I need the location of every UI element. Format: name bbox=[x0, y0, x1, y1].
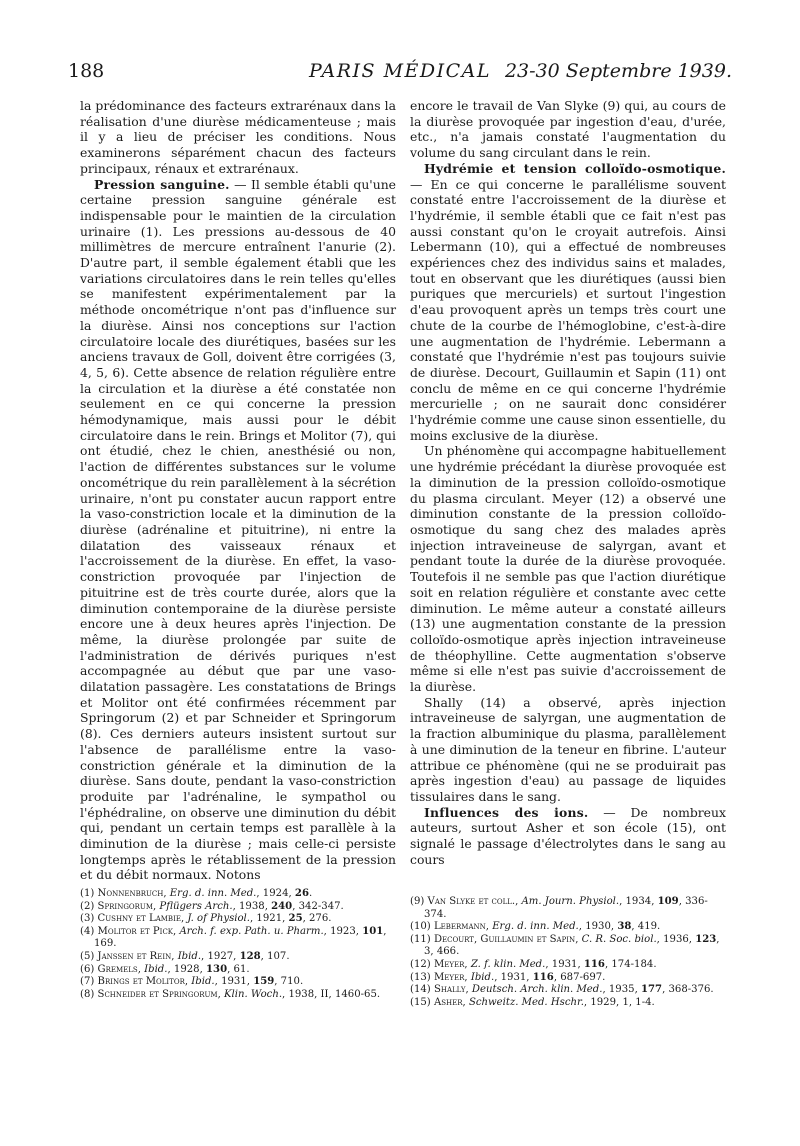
footnote-journal: Z. f. klin. Med. bbox=[470, 958, 546, 970]
footnote-year: 1923, bbox=[330, 925, 359, 937]
footnote-number: (12) bbox=[410, 958, 431, 970]
footnote: (8) Schneider et Springorum, Klin. Woch., 1938, II, 1460-65. bbox=[80, 988, 381, 1000]
footnote-journal: C. R. Soc. biol. bbox=[581, 933, 657, 945]
paragraph-text: — Il semble établi qu'une certaine pression sanguine générale est indispensable pour le maintien de la circulation urinaire (1). Les pressions au-dessous de 40 millimètres de mercure entraînent l'anurie (2). D'autre part, il semble également établi que les variations circulatoires dans le rein telles qu'elles se manifestent expérimentalement par la méthode oncométrique n'ont pas d'influence sur la diurèse. Ainsi nos conceptions sur l'action circulatoire locale des diurétiques, basées sur les anciens travaux de Goll, doivent être corrigées (3, 4, 5, 6). Cette absence de relation régulière entre la circulation et la diurèse a été constatée non seulement en ce qui concerne la pression hémodynamique, mais aussi pour le débit circulatoire dans le rein. Brings et Molitor (7), qui ont étudié, chez le chien, anesthésié ou non, l'action de différentes substances sur le volume oncométrique du rein parallèlement à la sécrétion urinaire, n'ont pu constater aucun rapport entre la vaso-constriction locale et la diminution de la diurèse (adrénaline et pituitrine), ni entre la dilatation des vaisseaux rénaux et l'accroissement de la diurèse. En effet, la vaso-constriction provoquée par l'injection de pituitrine est de très courte durée, alors que la diminution contemporaine de la diurèse persiste encore une à deux heures après l'injection. De même, la diurèse prolongée par suite de l'administration de dérivés puriques n'est accompagnée au début que par une vaso-dilatation passagère. Les constatations de Brings et Molitor ont été confirmées récemment par Springorum (2) et par Schneider et Springorum (8). Ces derniers auteurs insistent surtout sur l'absence de parallélisme entre la vaso-constriction générale et la diminution de la diurèse. Sans doute, pendant la vaso-constriction produite par l'adrénaline, le sympathol ou l'éphédraline, on observe une diminution du débit qui, pendant un certain temps est parallèle à la diminution de la diurèse ; mais celle-ci persiste longtemps après le rétablissement de la pression et du débit normaux. Notons bbox=[80, 176, 397, 883]
footnote-journal: J. of Physiol. bbox=[187, 913, 250, 925]
footnote-year: 1924, bbox=[262, 888, 292, 899]
footnote-author: Springorum bbox=[97, 900, 153, 912]
footnote-volume: 26 bbox=[294, 888, 309, 899]
footnote-number: (1) bbox=[80, 888, 95, 899]
footnote-number: (14) bbox=[410, 984, 431, 996]
journal-title: PARIS MÉDICAL bbox=[308, 60, 492, 82]
footnote: (7) Brings et Molitor, Ibid., 1931, 159, 710. bbox=[80, 976, 304, 988]
paragraph bbox=[80, 98, 396, 177]
footnote-number: (11) bbox=[410, 933, 431, 945]
footnote-author: Brings et Molitor bbox=[97, 976, 185, 988]
footnote: (9) Van Slyke et coll., Am. Journ. Physiol., 1934, 109, 336-374. bbox=[410, 896, 708, 920]
page-number: 188 bbox=[68, 60, 105, 82]
footnote: (1) Nonnenbruch, Erg. d. inn. Med., 1924, 26. bbox=[80, 888, 313, 899]
footnote-journal: Erg. d. inn. Med. bbox=[169, 888, 257, 899]
paragraph bbox=[410, 805, 726, 868]
section-heading: Influences des ions. bbox=[424, 804, 589, 820]
paragraph-text: Un phénomène qui accompagne habituellement une hydrémie précédant la diurèse provoquée est la diminution de la pression colloïdo-osmotique du plasma circulant. Meyer (12) a observé une diminution constante de la pression colloïdo-osmotique du sang chez des malades après injection intraveineuse de salyrgan, avant et pendant toute la durée de la diurèse provoquée. Toutefois il ne semble pas que l'action diurétique soit en relation régulière et constante avec cette diminution. Le même auteur a constaté ailleurs (13) une augmentation constante de la pression colloïdo-osmotique après injection intraveineuse de théophylline. Cette augmentation s'observe même si elle n'est pas suivie d'accroissement de la diurèse. bbox=[410, 443, 726, 695]
footnote-year: 1931, bbox=[221, 976, 250, 988]
footnote-number: (8) bbox=[80, 988, 95, 1000]
paragraph-text: — En ce qui concerne le parallélisme souvent constaté entre l'accroissement de la diurèse et l'hydrémie, il semble établi que ce fait n'est pas aussi constant qu'on le croyait autrefois. Ainsi Lebermann (10), qui a effectué de nombreuses expériences chez des individus sains et malades, tout en observant que les diurétiques (aussi bien puriques que mercuriels) et surtout l'ingestion d'eau provoquent après un temps très court une chute de la courbe de l'hémoglobine, c'est-à-dire une augmentation de l'hydrémie. Lebermann a constaté que l'hydrémie n'est pas toujours suivie de diurèse. Decourt, Guillaumin et Sapin (11) ont conclu de même en ce qui concerne l'hydrémie mercurielle ; on ne saurait donc considérer l'hydrémie comme une cause sinon essentielle, du moins exclusive de la diurèse. bbox=[410, 176, 726, 443]
footnote-number: (3) bbox=[80, 913, 95, 925]
footnote-pages: , 419. bbox=[631, 921, 661, 933]
footnote-year: 1929, bbox=[590, 996, 620, 1008]
footnote-pages: , 61. bbox=[227, 963, 250, 975]
section-heading: Hydrémie et tension colloïdo-osmotique. bbox=[424, 160, 726, 176]
page-header bbox=[68, 60, 732, 88]
paragraph-text: encore le travail de Van Slyke (9) qui, au cours de la diurèse provoquée par ingestion d'eau, d'urée, etc., n'a jamais constaté l'augmentation du volume du sang circulant dans le rein. bbox=[410, 98, 726, 161]
footnote-pages: , 336-374. bbox=[424, 896, 708, 920]
footnote-pages: , 276. bbox=[302, 913, 332, 925]
footnote: (3) Cushny et Lambie, J. of Physiol., 1921, 25, 276. bbox=[80, 913, 332, 925]
footnote-year: 1936, bbox=[663, 933, 692, 945]
footnote-volume: 25 bbox=[288, 913, 303, 925]
paragraph bbox=[410, 695, 726, 805]
footnote-journal: Schweitz. Med. Hschr. bbox=[468, 996, 584, 1008]
footnote-volume: 109 bbox=[657, 896, 679, 907]
footnotes-right bbox=[410, 896, 726, 1009]
footnote-pages: . bbox=[308, 888, 313, 899]
footnote: (6) Gremels, Ibid., 1928, 130, 61. bbox=[80, 963, 250, 975]
footnote-author: Nonnenbruch bbox=[97, 888, 164, 899]
footnote-number: (4) bbox=[80, 925, 95, 937]
footnote-journal: Erg. d. inn. Med. bbox=[492, 921, 579, 933]
paragraph bbox=[410, 443, 726, 694]
footnote-year: 1931, bbox=[551, 958, 581, 970]
footnote-year: 1938, II, bbox=[288, 988, 332, 1000]
left-column bbox=[80, 98, 396, 883]
footnote: (14) Shally, Deutsch. Arch. klin. Med., 1935, 177, 368-376. bbox=[410, 984, 714, 996]
footnote: (12) Meyer, Z. f. klin. Med., 1931, 116, 174-184. bbox=[410, 958, 657, 970]
paragraph bbox=[80, 177, 396, 884]
issue-date: 23-30 Septembre 1939. bbox=[504, 60, 732, 82]
footnote-number: (2) bbox=[80, 900, 95, 912]
footnote-journal: Deutsch. Arch. klin. Med. bbox=[471, 984, 603, 996]
footnote-journal: Ibid. bbox=[144, 963, 168, 975]
footnote-author: Lebermann bbox=[433, 921, 486, 933]
footnote-pages: , 687-697. bbox=[553, 971, 606, 983]
footnote-number: (13) bbox=[410, 971, 431, 983]
footnote-year: 1930, bbox=[585, 921, 615, 933]
paragraph-text: la prédominance des facteurs extrarénaux dans la réalisation d'une diurèse médicamenteuse ; mais il y a lieu de préciser les conditions. Nous examinerons séparément chacun des facteurs principaux, rénaux et extrarénaux. bbox=[80, 98, 396, 176]
footnote-number: (5) bbox=[80, 950, 95, 962]
footnotes-left bbox=[80, 888, 396, 1001]
paragraph bbox=[410, 161, 726, 444]
footnote-year: 1935, bbox=[608, 984, 638, 996]
footnote-volume: 177 bbox=[641, 984, 663, 996]
footnote-year: 1927, bbox=[207, 950, 237, 962]
footnote-volume: 130 bbox=[206, 963, 228, 975]
section-heading: Pression sanguine. bbox=[94, 176, 230, 192]
footnote-author: Cushny et Lambie bbox=[97, 913, 181, 925]
footnote-number: (15) bbox=[410, 996, 431, 1008]
paragraph bbox=[410, 98, 726, 161]
footnote-pages: , 3, 466. bbox=[424, 933, 720, 958]
footnote: (4) Molitor et Pick, Arch. f. exp. Path. u. Pharm., 1923, 101, 169. bbox=[80, 925, 387, 950]
footnote-year: 1931, bbox=[500, 971, 530, 983]
footnote-pages: 1, 1-4. bbox=[619, 996, 655, 1008]
right-column bbox=[410, 98, 726, 867]
footnote-author: Gremels bbox=[97, 963, 138, 975]
paragraph-text: — De nombreux auteurs, surtout Asher et son école (15), ont signalé le passage d'électrolytes dans le sang au cours bbox=[410, 804, 726, 867]
footnote-number: (7) bbox=[80, 976, 95, 988]
footnote-author: Shally bbox=[433, 984, 466, 996]
footnote-number: (10) bbox=[410, 921, 431, 933]
footnote-number: (9) bbox=[410, 896, 425, 907]
footnote: (2) Springorum, Pflügers Arch., 1938, 240, 342-347. bbox=[80, 900, 344, 912]
footnote-pages: , 174-184. bbox=[604, 958, 657, 970]
footnote-author: Meyer bbox=[433, 971, 465, 983]
footnote-pages: , 368-376. bbox=[662, 984, 714, 996]
footnote-author: Decourt, Guillaumin et Sapin bbox=[433, 933, 576, 945]
footnote-year: 1921, bbox=[256, 913, 286, 925]
footnote-pages: , 169. bbox=[94, 925, 387, 950]
footnote-volume: 116 bbox=[583, 958, 605, 970]
footnote-author: Van Slyke et coll. bbox=[427, 896, 516, 907]
footnote-volume: 240 bbox=[271, 900, 293, 912]
footnote-pages: , 107. bbox=[260, 950, 290, 962]
footnote-volume: 101 bbox=[362, 925, 384, 937]
footnote: (11) Decourt, Guillaumin et Sapin, C. R. Soc. biol., 1936, 123, 3, 466. bbox=[410, 933, 720, 958]
footnote-author: Schneider et Springorum bbox=[97, 988, 218, 1000]
footnote-author: Asher bbox=[433, 996, 463, 1008]
footnote-number: (6) bbox=[80, 963, 95, 975]
footnote-year: 1934, bbox=[625, 896, 655, 907]
footnote-journal: Pflügers Arch. bbox=[159, 900, 233, 912]
footnote-volume: 123 bbox=[695, 933, 717, 945]
footnote-journal: Ibid. bbox=[177, 950, 202, 962]
footnote-volume: 128 bbox=[239, 950, 261, 962]
footnote-volume: 159 bbox=[253, 976, 275, 988]
footnote-journal: Klin. Woch. bbox=[223, 988, 283, 1000]
footnote-journal: Arch. f. exp. Path. u. Pharm. bbox=[179, 925, 324, 937]
footnote-volume: 38 bbox=[617, 921, 632, 933]
footnote-pages: 1460-65. bbox=[331, 988, 381, 1000]
footnote-author: Molitor et Pick bbox=[97, 925, 174, 937]
footnote: (13) Meyer, Ibid., 1931, 116, 687-697. bbox=[410, 971, 606, 983]
footnote: (15) Asher, Schweitz. Med. Hschr., 1929, 1, 1-4. bbox=[410, 996, 655, 1008]
footnote-year: 1928, bbox=[173, 963, 203, 975]
footnote: (10) Lebermann, Erg. d. inn. Med., 1930, 38, 419. bbox=[410, 921, 661, 933]
footnote-journal: Ibid. bbox=[470, 971, 495, 983]
paragraph-text: Shally (14) a observé, après injection intraveineuse de salyrgan, une augmentation de la fraction albuminique du plasma, parallèlement à une diminution de la teneur en fibrine. L'auteur attribue ce phénomène (qui ne se produirait pas après ingestion d'eau) au passage de liquides tissulaires dans le sang. bbox=[410, 694, 726, 804]
footnote-volume: 116 bbox=[532, 971, 554, 983]
footnote-author: Meyer bbox=[433, 958, 465, 970]
footnote-pages: , 710. bbox=[274, 976, 304, 988]
footnote-year: 1938, bbox=[239, 900, 268, 912]
footnote-pages: , 342-347. bbox=[292, 900, 344, 912]
footnote-journal: Am. Journ. Physiol. bbox=[521, 896, 620, 907]
footnote-journal: Ibid. bbox=[191, 976, 215, 988]
footnote-author: Janssen et Rein bbox=[97, 950, 172, 962]
footnote: (5) Janssen et Rein, Ibid., 1927, 128, 107. bbox=[80, 950, 290, 962]
